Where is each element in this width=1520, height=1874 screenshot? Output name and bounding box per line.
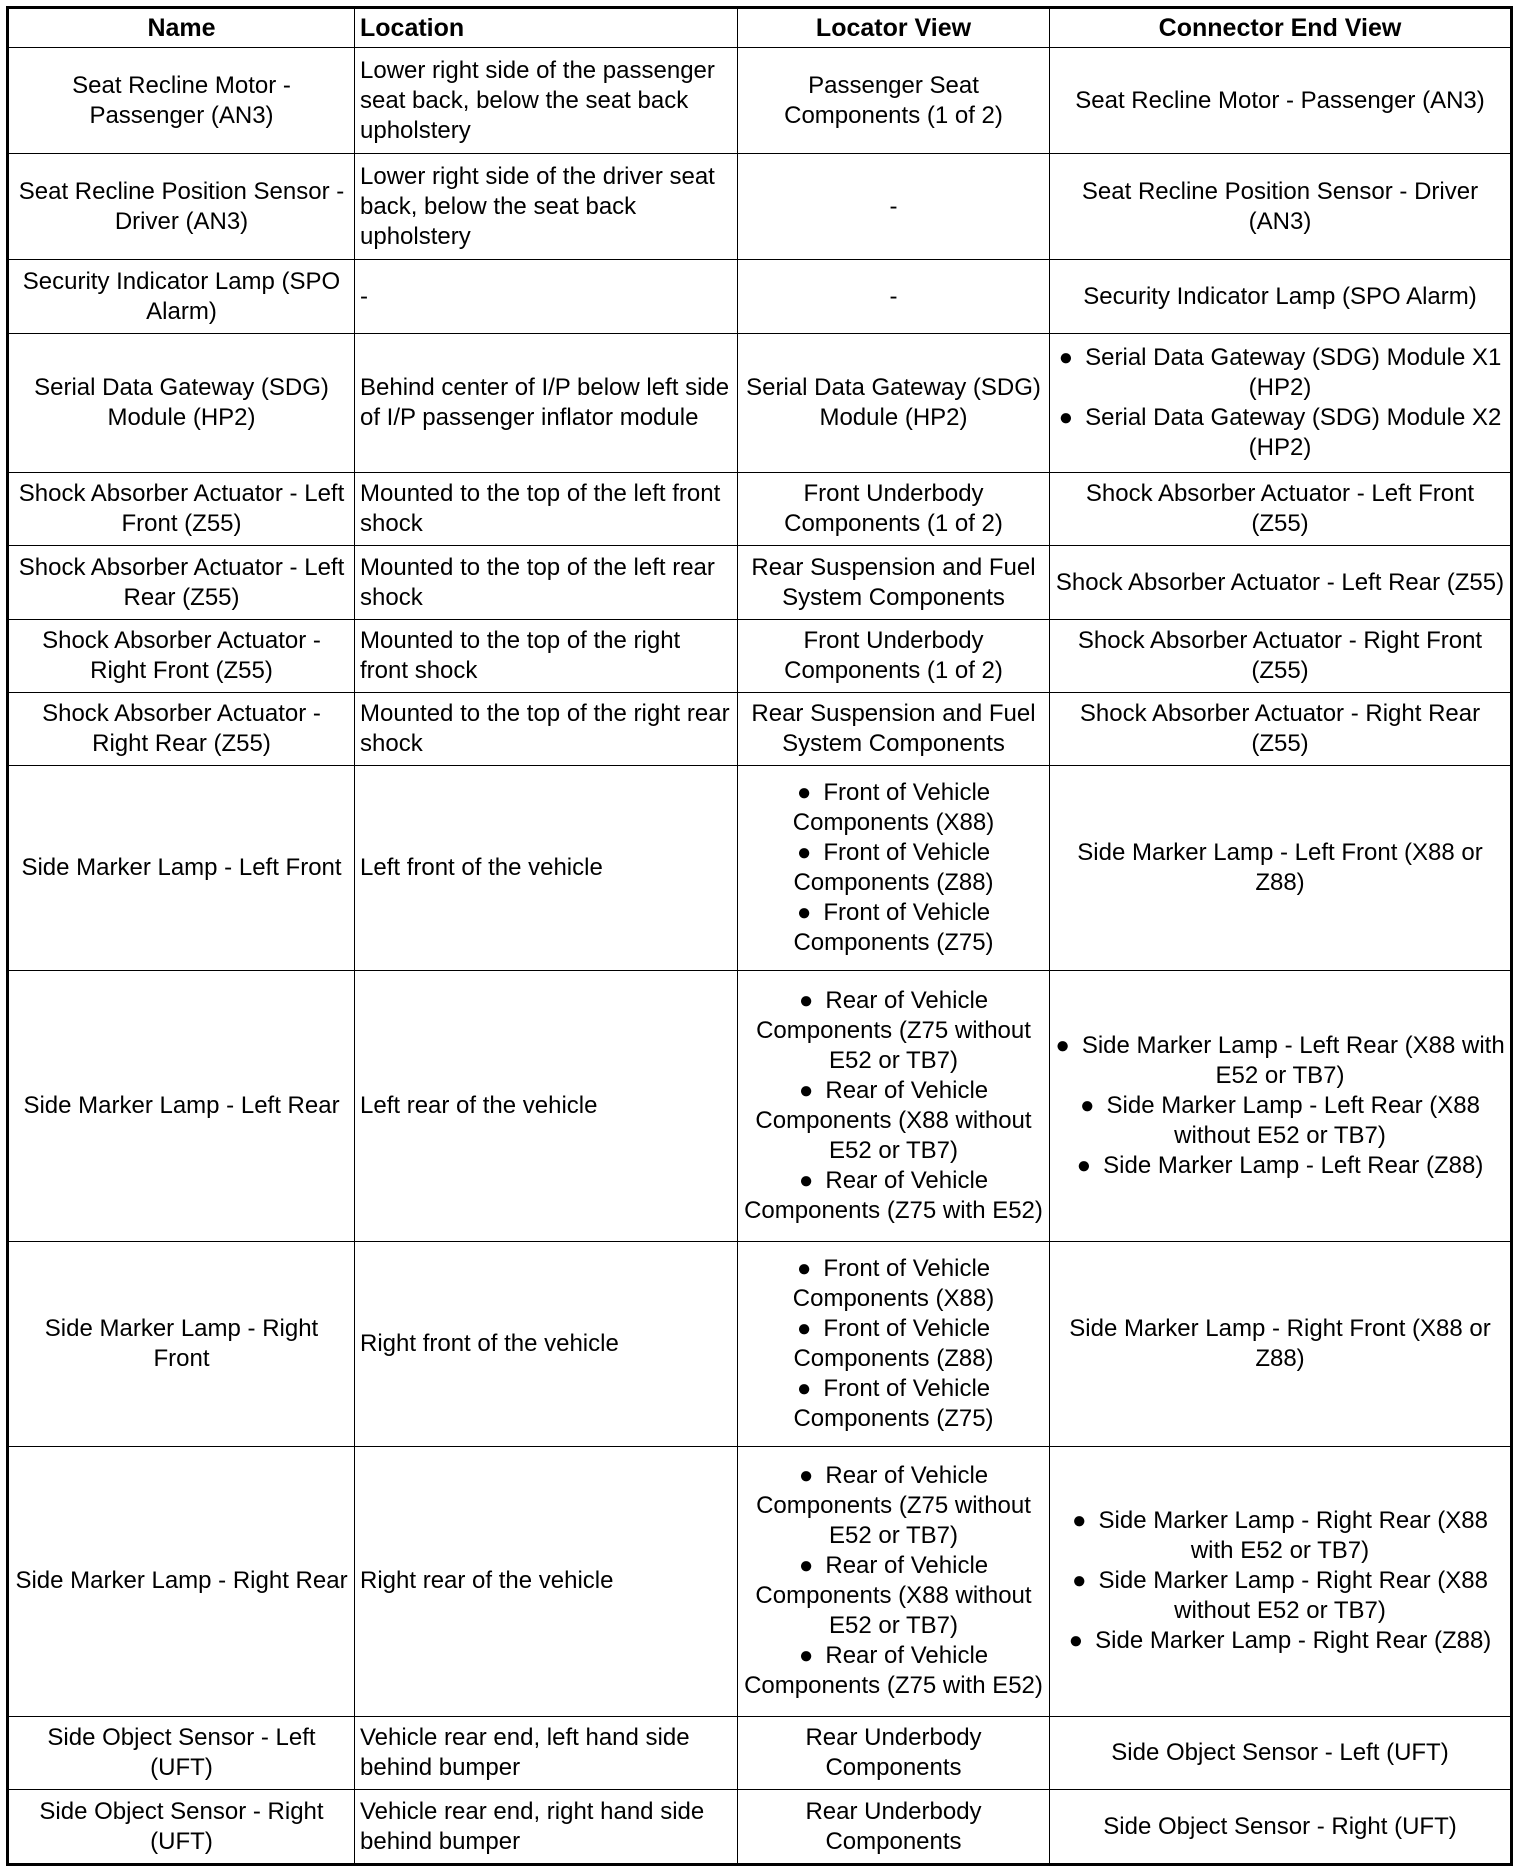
locator-view-list-item: [743, 838, 1044, 898]
locator-view-cell: [738, 472, 1050, 545]
component-name: Shock Absorber Actuator - Left Rear (Z55): [8, 546, 355, 619]
table-row: [8, 260, 1512, 333]
component-locator-table: [6, 6, 1513, 1866]
locator-view-text: Rear Underbody Components: [805, 1797, 982, 1855]
locator-view-item-text: Front of Vehicle Components (Z88): [793, 1314, 994, 1372]
locator-view-item-text: Front of Vehicle Components (Z75): [793, 899, 994, 957]
locator-view-text: Rear Suspension and Fuel System Components: [751, 700, 1036, 758]
locator-view-cell: [738, 1241, 1050, 1446]
locator-view-cell: [738, 260, 1050, 333]
locator-view-item-text: Front of Vehicle Components (X88): [792, 779, 995, 837]
locator-view-cell: [738, 693, 1050, 766]
connector-end-view-text: Shock Absorber Actuator - Left Front (Z55): [1085, 480, 1475, 538]
locator-view-cell: [738, 971, 1050, 1242]
locator-view-cell: [738, 1717, 1050, 1790]
table-row: [8, 766, 1512, 971]
connector-end-view-list: [1055, 1506, 1505, 1656]
connector-end-view-cell: [1050, 766, 1512, 971]
component-name: Side Marker Lamp - Left Front: [8, 766, 355, 971]
locator-view-cell: [738, 154, 1050, 260]
connector-end-view-cell: [1050, 1446, 1512, 1717]
connector-end-view-item-text: Side Marker Lamp - Right Rear (Z88): [1095, 1627, 1492, 1655]
connector-end-view-text: Side Object Sensor - Left (UFT): [1111, 1739, 1449, 1767]
table-row: [8, 1717, 1512, 1790]
connector-end-view-list-item: [1055, 1031, 1505, 1091]
locator-view-text: Rear Underbody Components: [805, 1724, 982, 1782]
locator-view-list-item: [743, 898, 1044, 958]
component-location: Mounted to the top of the left front shock: [355, 472, 738, 545]
component-location: -: [355, 260, 738, 333]
component-location: Vehicle rear end, right hand side behind bumper: [355, 1790, 738, 1865]
locator-view-list-item: [743, 1551, 1044, 1641]
locator-view-list-item: [743, 1374, 1044, 1434]
locator-view-list-item: [743, 1461, 1044, 1551]
connector-end-view-text: Side Marker Lamp - Left Front (X88 or Z88): [1077, 839, 1483, 897]
connector-end-view-text: Shock Absorber Actuator - Right Rear (Z55): [1079, 700, 1481, 758]
connector-end-view-text: Side Object Sensor - Right (UFT): [1103, 1812, 1457, 1840]
table-row: [8, 48, 1512, 154]
connector-end-view-item-text: Side Marker Lamp - Left Rear (X88 with E52 or TB7): [1081, 1031, 1505, 1089]
column-header-connector-end-view: Connector End View: [1050, 8, 1512, 48]
locator-view-item-text: Rear of Vehicle Components (Z75 with E52): [744, 1166, 1043, 1224]
table-row: [8, 546, 1512, 619]
connector-end-view-cell: [1050, 546, 1512, 619]
locator-view-text: Serial Data Gateway (SDG) Module (HP2): [746, 373, 1041, 431]
locator-view-list-item: [743, 778, 1044, 838]
locator-view-list: [743, 1461, 1044, 1701]
component-name: Shock Absorber Actuator - Right Rear (Z55): [8, 693, 355, 766]
connector-end-view-list-item: [1055, 343, 1505, 403]
table-body: [8, 48, 1512, 1865]
component-name: Side Marker Lamp - Right Rear: [8, 1446, 355, 1717]
component-location: Right rear of the vehicle: [355, 1446, 738, 1717]
locator-view-list-item: [743, 1641, 1044, 1701]
table-row: [8, 693, 1512, 766]
locator-view-cell: [738, 766, 1050, 971]
connector-end-view-cell: [1050, 154, 1512, 260]
connector-end-view-item-text: Side Marker Lamp - Right Rear (X88 without E52 or TB7): [1098, 1567, 1488, 1625]
connector-end-view-list: [1055, 343, 1505, 463]
connector-end-view-text: Side Marker Lamp - Right Front (X88 or Z88): [1069, 1314, 1491, 1372]
locator-view-cell: [738, 546, 1050, 619]
connector-end-view-item-text: Side Marker Lamp - Left Rear (X88 without E52 or TB7): [1106, 1091, 1480, 1149]
component-name: Shock Absorber Actuator - Left Front (Z55): [8, 472, 355, 545]
connector-end-view-list: [1055, 1031, 1505, 1181]
locator-view-text: Passenger Seat Components (1 of 2): [784, 71, 1003, 129]
connector-end-view-list-item: [1055, 1626, 1505, 1656]
locator-view-text: Front Underbody Components (1 of 2): [784, 626, 1003, 684]
connector-end-view-item-text: Serial Data Gateway (SDG) Module X1 (HP2): [1085, 343, 1502, 401]
component-location: Mounted to the top of the right rear shock: [355, 693, 738, 766]
connector-end-view-cell: [1050, 472, 1512, 545]
table-row: [8, 333, 1512, 472]
component-location: Mounted to the top of the left rear shock: [355, 546, 738, 619]
locator-view-item-text: Front of Vehicle Components (X88): [792, 1254, 995, 1312]
connector-end-view-text: Seat Recline Position Sensor - Driver (AN3): [1081, 177, 1479, 235]
component-location: Vehicle rear end, left hand side behind bumper: [355, 1717, 738, 1790]
locator-view-list-item: [743, 1254, 1044, 1314]
component-location: Right front of the vehicle: [355, 1241, 738, 1446]
component-location: Lower right side of the driver seat back, below the seat back upholstery: [355, 154, 738, 260]
locator-view-list-item: [743, 986, 1044, 1076]
component-name: Side Marker Lamp - Right Front: [8, 1241, 355, 1446]
component-location: Left front of the vehicle: [355, 766, 738, 971]
locator-view-list: [743, 778, 1044, 958]
locator-view-cell: [738, 1790, 1050, 1865]
locator-view-item-text: Rear of Vehicle Components (X88 without E52 or TB7): [755, 1076, 1032, 1164]
connector-end-view-list-item: [1055, 1566, 1505, 1626]
locator-view-item-text: Rear of Vehicle Components (Z75 without E52 or TB7): [756, 1462, 1031, 1550]
table-row: [8, 971, 1512, 1242]
connector-end-view-text: Shock Absorber Actuator - Left Rear (Z55): [1055, 568, 1505, 596]
locator-view-list-item: [743, 1166, 1044, 1226]
connector-end-view-cell: [1050, 971, 1512, 1242]
locator-view-item-text: Rear of Vehicle Components (Z75 with E52): [744, 1642, 1043, 1700]
component-location: Mounted to the top of the right front shock: [355, 619, 738, 692]
table-row: [8, 1241, 1512, 1446]
connector-end-view-cell: [1050, 333, 1512, 472]
component-location: Behind center of I/P below left side of I/P passenger inflator module: [355, 333, 738, 472]
connector-end-view-text: Security Indicator Lamp (SPO Alarm): [1083, 282, 1477, 310]
component-location: Left rear of the vehicle: [355, 971, 738, 1242]
table-row: [8, 1446, 1512, 1717]
locator-view-list-item: [743, 1076, 1044, 1166]
component-name: Side Marker Lamp - Left Rear: [8, 971, 355, 1242]
header-row: [8, 8, 1512, 48]
locator-view-text: Front Underbody Components (1 of 2): [784, 480, 1003, 538]
component-name: Shock Absorber Actuator - Right Front (Z55): [8, 619, 355, 692]
component-location: Lower right side of the passenger seat back, below the seat back upholstery: [355, 48, 738, 154]
locator-view-text: Rear Suspension and Fuel System Components: [751, 553, 1036, 611]
connector-end-view-cell: [1050, 1241, 1512, 1446]
connector-end-view-list-item: [1055, 1151, 1505, 1181]
connector-end-view-item-text: Serial Data Gateway (SDG) Module X2 (HP2): [1085, 403, 1502, 461]
connector-end-view-cell: [1050, 260, 1512, 333]
locator-view-cell: [738, 48, 1050, 154]
locator-view-cell: [738, 619, 1050, 692]
connector-end-view-cell: [1050, 1717, 1512, 1790]
connector-end-view-text: Shock Absorber Actuator - Right Front (Z55): [1077, 626, 1483, 684]
column-header-locator-view: Locator View: [738, 8, 1050, 48]
connector-end-view-list-item: [1055, 1506, 1505, 1566]
table-row: [8, 154, 1512, 260]
locator-view-cell: [738, 1446, 1050, 1717]
connector-end-view-text: Seat Recline Motor - Passenger (AN3): [1075, 86, 1485, 114]
component-name: Security Indicator Lamp (SPO Alarm): [8, 260, 355, 333]
locator-view-text: -: [889, 282, 898, 310]
locator-view-item-text: Front of Vehicle Components (Z75): [793, 1374, 994, 1432]
locator-view-text: -: [889, 192, 898, 220]
locator-view-list: [743, 1254, 1044, 1434]
component-name: Serial Data Gateway (SDG) Module (HP2): [8, 333, 355, 472]
connector-end-view-cell: [1050, 1790, 1512, 1865]
component-name: Seat Recline Position Sensor - Driver (AN3): [8, 154, 355, 260]
connector-end-view-cell: [1050, 619, 1512, 692]
table-row: [8, 1790, 1512, 1865]
connector-end-view-item-text: Side Marker Lamp - Left Rear (Z88): [1103, 1151, 1484, 1179]
table-row: [8, 472, 1512, 545]
locator-view-cell: [738, 333, 1050, 472]
component-name: Seat Recline Motor - Passenger (AN3): [8, 48, 355, 154]
locator-view-item-text: Front of Vehicle Components (Z88): [793, 839, 994, 897]
connector-end-view-list-item: [1055, 1091, 1505, 1151]
column-header-name: Name: [8, 8, 355, 48]
connector-end-view-cell: [1050, 693, 1512, 766]
locator-view-list-item: [743, 1314, 1044, 1374]
connector-end-view-list-item: [1055, 403, 1505, 463]
table-row: [8, 619, 1512, 692]
locator-view-item-text: Rear of Vehicle Components (X88 without E52 or TB7): [755, 1552, 1032, 1640]
connector-end-view-item-text: Side Marker Lamp - Right Rear (X88 with E52 or TB7): [1098, 1507, 1488, 1565]
column-header-location: Location: [355, 8, 738, 48]
locator-view-item-text: Rear of Vehicle Components (Z75 without E52 or TB7): [756, 986, 1031, 1074]
locator-view-list: [743, 986, 1044, 1226]
component-name: Side Object Sensor - Left (UFT): [8, 1717, 355, 1790]
connector-end-view-cell: [1050, 48, 1512, 154]
component-name: Side Object Sensor - Right (UFT): [8, 1790, 355, 1865]
